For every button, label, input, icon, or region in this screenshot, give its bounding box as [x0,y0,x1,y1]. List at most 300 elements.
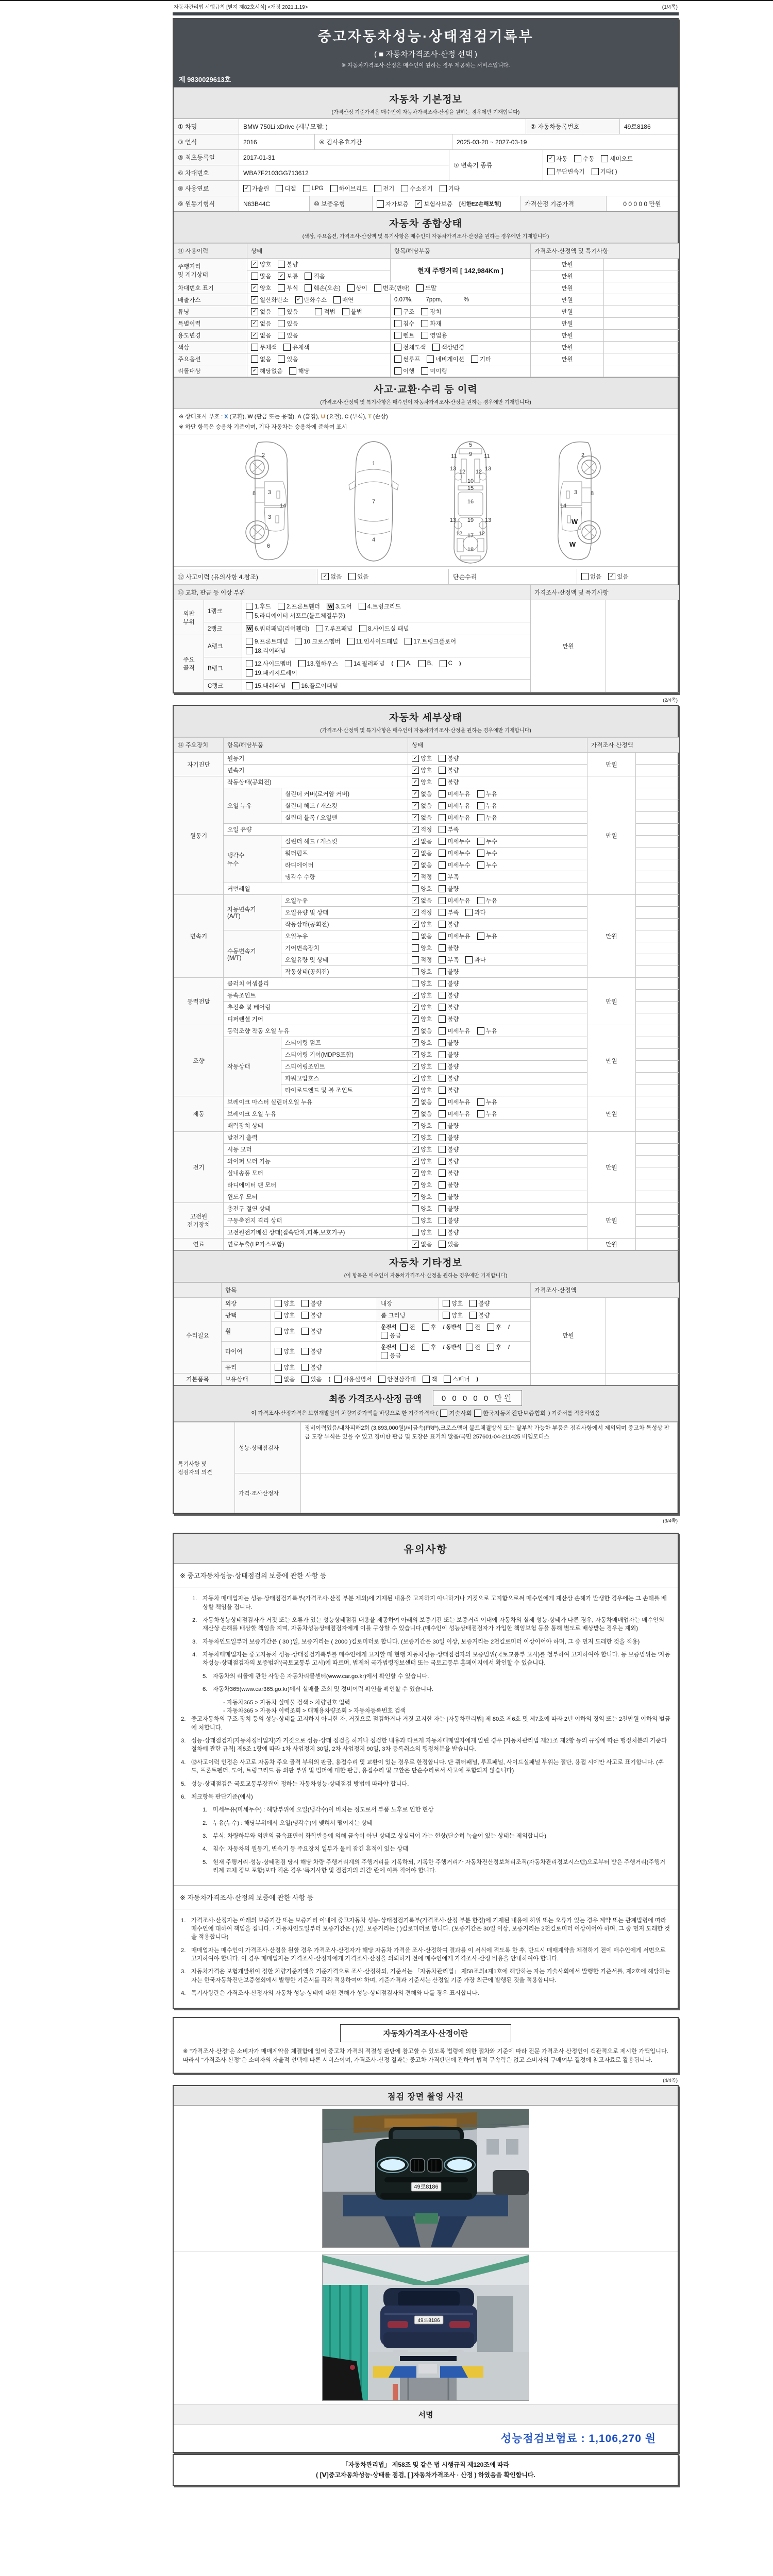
svg-text:13: 13 [449,466,457,472]
appraiser-remarks-label: 가격·조사산정자 [235,1473,301,1513]
block-notices [173,1533,679,2008]
checkbox-누유[interactable]: 누유 [477,802,497,810]
checkbox-과다[interactable]: 과다 [465,956,485,964]
checkbox-불량[interactable]: 불량 [301,1299,322,1308]
form-meta-line [173,1,679,12]
checkbox-양호[interactable]: ✓ 양호 [412,1157,432,1165]
notice-item: 5. 현재 주행거리·성능·상태점검 당시 해당 차량 주행거리계의 주행거리를 기록하되, 기록한 주행거리가 자동차전산정보처리조직(자동차관리정보시스템)으로부터 받은 주행거리(주행거리계 교체 정보 포함)보다 적은 경우 '특기사항 및 점검자의 의견' 란에 이를 적어야 합니다. [203,1859,666,1874]
detail-subtitle: (가격조사·산정액 및 특기사항은 매수인이 자동차가격조사·산정을 원하는 경우에만 기재합니다) [320,728,531,734]
checkbox-후[interactable]: 후 [422,1323,436,1331]
engine-type-label: ⑨ 원동기형식 [174,196,239,211]
form-title: 중고자동차성능·상태점검기록부 [317,29,534,44]
checkbox-양호[interactable]: ✓ 양호 [412,1181,432,1189]
checkbox-양호[interactable]: 양호 [412,1216,432,1225]
document-page [173,1,679,2487]
detail-row: 동력전달 클러치 어셈블리 양호 불량 만원 [174,978,679,990]
svg-text:11: 11 [484,453,490,460]
checkbox-4.트렁크리드[interactable]: 4.트렁크리드 [359,602,401,611]
detail-row: 오일 누유 실린더 커버(로커암 커버) ✓ 없음 미세누유 누유 [174,788,679,800]
etc-info-table: 항목 가격조사·산정액 수리필요 외장 양호 불량 내장 양호 불량 만원 광택 양호 불량 룸 크리닝 양호 불량 휠 양호 불량 운전석 전 후 / 동반석 전 후 / 응급 타이어 양호 불량 운전석 전 후 / 동반석 전 후 / 응급 유리 양호 불량 기본품목 보유상태 없음 있음 ( 사용설명서 안전삼각대 잭 스패너 ) [174,1282,679,1385]
checkbox-LPG[interactable]: LPG [303,185,324,192]
checkbox-보통[interactable]: ✓ 보통 [278,272,298,280]
checkbox-없음[interactable]: 없음 [275,1375,295,1383]
checkbox-미세누수[interactable]: 미세누수 [439,837,470,845]
checkbox-있음[interactable]: 있음 [278,319,298,328]
form-note: ※ 자동차가격조사·산정은 매수인이 원하는 경우 제공하는 서비스입니다. [341,62,510,69]
checkbox-해당없음[interactable]: ✓ 해당없음 [251,367,282,375]
checkbox-전[interactable]: 전 [400,1323,415,1331]
checkbox-양호[interactable]: 양호 [412,944,432,952]
notice-item: 3. 성능·상태점검자(자동차정비업자)가 거짓으로 성능·상태 점검을 하거나 점검한 내용과 다르게 자동차매매업자에게 알린 경우 [자동차관리법 제21조 제2항 등의 규정에 따른 행정처분의 기준과 절차에 관한 규칙] 제5조 1항에 따라 1차 사업정지 30일, 2차 사업정지 90일, 3차 등록취소의 행정처분을 받습니다. [181,1738,667,1753]
checkbox-불량[interactable]: 불량 [301,1347,322,1355]
checkbox-침수[interactable]: 침수 [394,319,414,328]
detail-row: 냉각수 수량 ✓ 적정 부족 [174,871,679,883]
checkbox-있음[interactable]: ✓ 있음 [608,572,628,581]
checkbox-응급[interactable]: 응급 [381,1351,401,1360]
checkbox-불량[interactable]: 불량 [301,1327,322,1335]
detail-row: 제동 브레이크 마스터 실린더오일 누유 ✓ 없음 미세누유 누유 만원 [174,1096,679,1108]
checkbox-훼손(오손)[interactable]: 훼손(오손) [305,284,340,292]
checkbox-영업용[interactable]: 영업용 [421,331,447,340]
checkbox-불량[interactable]: 불량 [301,1363,322,1371]
checkbox-불량[interactable]: 불량 [439,1193,459,1201]
checkbox-안전삼각대[interactable]: 안전삼각대 [378,1375,416,1383]
checkbox-17.트렁크플로어[interactable]: 17.트렁크플로어 [405,637,456,646]
final-price-label: 최종 가격조사·산정 금액 [329,1394,422,1404]
photo-rear-wrap [174,2251,678,2404]
checkbox-전[interactable]: 전 [466,1323,480,1331]
checkbox-불량[interactable]: 불량 [301,1311,322,1319]
transmission-label: ⑦ 변속기 종류 [449,150,543,180]
checkbox-장치[interactable]: 장치 [421,308,441,316]
checkbox-매연[interactable]: 매연 [333,296,354,304]
inspector-remarks-text: 정비이력있음/내차피해2회 (3,893,000원)/비금속(FRP),크로스멤버 볼트체결방식 또는 탈부착 가능한 부품은 점검사항에서 제외되며 중고차 특성상 판금 도장 부식은 있을 수 있고 경미한 판금 및 도장은 표기치 않음/국민 257601-04-211425 비엠모터스 [301,1422,678,1473]
table-row: 특별이력 ✓ 없음 있음 침수 화재 만원 [174,318,679,330]
checkbox-썬루프[interactable]: 썬루프 [394,355,420,363]
checkbox-불법[interactable]: 불법 [342,308,362,316]
checkbox-누유[interactable]: 누유 [477,932,497,940]
checkbox-미세누유[interactable]: 미세누유 [439,802,470,810]
page-marker-3: (3/4쪽) [663,1518,678,1524]
detail-row: 원동기 작동상태(공회전) ✓ 양호 불량 만원 [174,776,679,788]
checkbox-없음[interactable]: ✓ 없음 [412,1027,432,1035]
checkbox-양호[interactable]: ✓ 양호 [251,284,271,292]
checkbox-양호[interactable]: ✓ 양호 [412,1145,432,1154]
checkbox-양호[interactable]: 양호 [412,885,432,893]
rank-row: 주요 골격 A랭크 9.프론트패널 10.크로스멤버 11.인사이드패널 17.트렁크플로어 18.리어패널 [174,635,679,657]
checkbox-B,[interactable]: B, [418,660,433,667]
checkbox-불량[interactable]: 불량 [439,1228,459,1236]
checkbox-자가보증[interactable]: 자가보증 [377,200,408,208]
checkbox-불량[interactable]: 불량 [439,1039,459,1047]
checkbox-없음[interactable]: ✓ 없음 [412,1240,432,1248]
checkbox-양호[interactable]: ✓ 양호 [412,754,432,762]
checkbox-없음[interactable]: ✓ 없음 [412,802,432,810]
checkbox-불량[interactable]: 불량 [439,1003,459,1011]
checkbox-있음[interactable]: 있음 [278,355,298,363]
checkbox-양호[interactable]: 양호 [412,1205,432,1213]
checkbox-불량[interactable]: 불량 [439,1181,459,1189]
checkbox-18.리어패널[interactable]: 18.리어패널 [246,647,285,655]
checkbox-없음[interactable]: ✓ 없음 [412,1098,432,1106]
checkbox-3.도어[interactable]: W 3.도어 [327,602,352,611]
checkbox-양호[interactable]: ✓ 양호 [412,1050,432,1059]
section-detail-state [174,706,678,737]
checkbox-불량[interactable]: 불량 [439,778,459,786]
checkbox-전[interactable]: 전 [400,1343,415,1351]
checkbox-양호[interactable]: ✓ 양호 [412,778,432,786]
checkbox-미세누유[interactable]: 미세누유 [439,932,470,940]
checkbox-기술사회[interactable]: 기술사회 [440,1409,472,1417]
svg-text:12: 12 [456,531,463,537]
checkbox-양호[interactable]: 양호 [412,1228,432,1236]
checkbox-양호[interactable]: 양호 [275,1299,295,1308]
checkbox-기타[interactable]: 기타 [440,184,460,193]
checkbox-일산화탄소[interactable]: ✓ 일산화탄소 [251,296,289,304]
checkbox-디젤[interactable]: 디젤 [276,184,296,193]
checkbox-많음[interactable]: 많음 [251,272,271,280]
checkbox-불량[interactable]: 불량 [439,1133,459,1142]
checkbox-자동[interactable]: ✓ 자동 [547,155,567,163]
checkbox-불량[interactable]: 불량 [439,1169,459,1177]
checkbox-불량[interactable]: 불량 [469,1311,490,1319]
notice-item: 4. 자동차매매업자는 중고자동차 성능·상태점검기록부를 매수인에게 고지할 때 현행 자동차성능·상태점검자의 보증범위(국토교통부 고시)를 첨부하여 고지하여야 합니다. 동 보증범위는 '자동차성능·상태점검자의 보증범위'(국토교통부 고시)에 따르며, 법제처 국가법령정보센터 또는 국토교통부 홈페이지에서 확인할 수 있습니다. [192,1652,670,1667]
checkbox-기타( )[interactable]: 기타( ) [592,167,617,176]
checkbox-부족[interactable]: 부족 [439,956,459,964]
checkbox-적정[interactable]: ✓ 적정 [412,825,432,834]
checkbox-양호[interactable]: 양호 [412,979,432,988]
detail-row: 배력장치 상태 ✓ 양호 불량 [174,1120,679,1132]
checkbox-양호[interactable]: 양호 [443,1299,463,1308]
checkbox-불량[interactable]: 불량 [439,968,459,976]
checkbox-구조[interactable]: 구조 [394,308,414,316]
checkbox-색상변경[interactable]: 색상변경 [432,343,464,351]
checkbox-양호[interactable]: ✓ 양호 [412,1122,432,1130]
detail-row: 윈도우 모터 ✓ 양호 불량 [174,1191,679,1203]
checkbox-후[interactable]: 후 [422,1343,436,1351]
checkbox-있음[interactable]: 있음 [278,308,298,316]
detail-row: 실린더 헤드 / 개스킷 ✓ 없음 미세누유 누유 [174,800,679,812]
checkbox-적법[interactable]: 적법 [315,308,335,316]
detail-row: 디퍼렌셜 기어 ✓ 양호 불량 [174,1013,679,1025]
checkbox-양호[interactable]: ✓ 양호 [412,1193,432,1201]
checkbox-후[interactable]: 후 [487,1343,501,1351]
checkbox-불량[interactable]: 불량 [439,1015,459,1023]
checkbox-양호[interactable]: ✓ 양호 [412,1062,432,1071]
checkbox-있음[interactable]: 있음 [301,1375,322,1383]
section-overall-state [174,211,678,243]
footer-line-2: ( [Ⅴ]중고자동차성능·상태를 점검, [ ]자동차가격조사 · 산정 ) 하였음을 확인합니다. [316,2471,535,2479]
checkbox-불량[interactable]: 불량 [439,1216,459,1225]
checkbox-양호[interactable]: ✓ 양호 [412,920,432,928]
checkbox-불량[interactable]: 불량 [439,1086,459,1094]
checkbox-후[interactable]: 후 [487,1323,501,1331]
checkbox-있음[interactable]: 있음 [278,331,298,340]
checkbox-가솔린[interactable]: ✓ 가솔린 [243,184,269,193]
rank-table-label: ⑬ 교환, 판금 등 이상 부위 [174,585,531,600]
checkbox-양호[interactable]: ✓ 양호 [412,991,432,999]
checkbox-5.라디에이터 서포트(볼트체결부품)[interactable]: 5.라디에이터 서포트(볼트체결부품) [246,612,345,620]
basic-info-table [174,119,678,211]
checkbox-해당[interactable]: 해당 [289,367,309,375]
checkbox-6.쿼터패널(리어휀더)[interactable]: W 6.쿼터패널(리어휀더) [246,624,309,633]
checkbox-수동[interactable]: 수동 [574,155,594,163]
detail-state-table: ⑭ 주요장치 항목/해당부품 상태 가격조사·산정액 자기진단 원동기 ✓ 양호 불량 만원 변속기 ✓ 양호 불량 원동기 작동상태(공회전) ✓ 양호 불량 만원 오일 누유 실린더 커버(로커암 커버) ✓ 없음 미세누유 누유 실린더 헤드 / 개스킷 ✓ 없음 미세누유 누유 실린더 블록 / 오일팬 ✓ 없음 미세누유 누유 오일 유량 ✓ 적정 부족 냉각수 누수 실린더 헤드 / 개스킷 ✓ 없음 미세누수 누수 워터펌프 ✓ 없음 미세누수 누수 라디에이터 ✓ 없음 미세누수 누수 냉각수 수량 ✓ 적정 부족 커먼레일 양호 불량 변속기 자동변속기 (A/T) 오일누유 ✓ 없음 미세누유 누유 만원 오일유량 및 상태 ✓ 적정 부족 과다 작동상태(공회전) ✓ 양호 불량 수동변속기 (M/T) 오일누유 없음 미세누유 누유 기어변속장치 양호 불량 오일유량 및 상태 적정 부족 과다 작동상태(공회전) 양호 불량 동력전달 클러치 어셈블리 양호 불량 만원 등속조인트 ✓ 양호 불량 추진축 및 베어링 ✓ 양호 불량 디퍼렌셜 기어 ✓ 양호 불량 조향 동력조향 작동 오일 누유 ✓ 없음 미세누유 누유 만원 작동상태 스티어링 펌프 ✓ 양호 불량 스티어링 기어(MDPS포함) ✓ 양호 불량 스티어링조인트 ✓ 양호 불량 파워고압호스 ✓ 양호 불량 타이로드엔드 및 볼 조인트 ✓ 양호 불량 제동 브레이크 마스터 실린더오일 누유 ✓ 없음 미세누유 누유 만원 브레이크 오일 누유 ✓ 없음 미세누유 누유 배력장치 상태 ✓ 양호 불량 전기 발전기 출력 ✓ 양호 불량 만원 시동 모터 ✓ 양호 불량 와이퍼 모터 기능 ✓ 양호 불량 실내송풍 모터 ✓ 양호 불량 라디에이터 팬 모터 ✓ 양호 불량 윈도우 모터 ✓ 양호 불량 고전원 전기장치 충전구 절연 상태 양호 불량 만원 구동축전지 격리 상태 양호 불량 고전원전기배선 상태(접속단자,피복,보호기구) 양호 불량 연료 연료누출(LP가스포함) ✓ 없음 있음 만원 [174,737,679,1250]
checkbox-불량[interactable]: 불량 [439,1205,459,1213]
checkbox-12.사이드멤버[interactable]: 12.사이드멤버 [246,659,292,668]
checkbox-양호[interactable]: ✓ 양호 [412,1015,432,1023]
checkbox-미세누유[interactable]: 미세누유 [439,814,470,822]
car-front [375,2127,477,2200]
checkbox-렌트[interactable]: 렌트 [394,331,414,340]
checkbox-양호[interactable]: ✓ 양호 [412,1169,432,1177]
checkbox-누유[interactable]: 누유 [477,814,497,822]
header-top-bar [173,12,679,15]
checkbox-양호[interactable]: ✓ 양호 [412,1086,432,1094]
checkbox-전[interactable]: 전 [466,1343,480,1351]
checkbox-하이브리드[interactable]: 하이브리드 [330,184,368,193]
transmission-options [543,150,678,180]
checkbox-있음[interactable]: 있음 [439,1240,459,1248]
detail-row: 변속기 ✓ 양호 불량 [174,765,679,776]
checkbox-응급[interactable]: 응급 [381,1331,401,1340]
checkbox-15.대쉬패널[interactable]: 15.대쉬패널 [246,682,285,690]
checkbox-없음[interactable]: ✓ 없음 [251,308,271,316]
checkbox-누유[interactable]: 누유 [477,896,497,905]
appraiser-remarks-text [301,1473,678,1513]
section-accident-history [174,377,678,409]
checkbox-양호[interactable]: 양호 [275,1327,295,1335]
checkbox-사용설명서[interactable]: 사용설명서 [334,1375,372,1383]
inspector-remarks-label: 성능·상태점검자 [235,1422,301,1473]
checkbox-없음[interactable]: ✓ 없음 [412,837,432,845]
checkbox-네비게이션[interactable]: 네비게이션 [427,355,464,363]
checkbox-불량[interactable]: 불량 [469,1299,490,1308]
checkbox-불량[interactable]: 불량 [278,260,298,268]
checkbox-누수[interactable]: 누수 [477,849,497,857]
checkbox-세미오토[interactable]: 세미오토 [601,155,632,163]
etc-title: 자동차 기타정보 [389,1258,462,1268]
checkbox-누수[interactable]: 누수 [477,861,497,869]
checkbox-양호[interactable]: 양호 [412,968,432,976]
checkbox-없음[interactable]: 없음 [251,355,271,363]
checkbox-유채색[interactable]: 유채색 [283,343,309,351]
notice-item: 4. 침수: 자동차의 원동기, 변속기 등 주요장치 일부가 물에 잠긴 흔적이 있는 상태 [203,1846,409,1853]
checkbox-10.크로스멤버[interactable]: 10.크로스멤버 [295,637,341,646]
checkbox-불량[interactable]: 불량 [439,1062,459,1071]
checkbox-부족[interactable]: 부족 [439,825,459,834]
checkbox-없음[interactable]: 없음 [412,932,432,940]
checkbox-없음[interactable]: ✓ 없음 [412,1110,432,1118]
detail-row: 실내송풍 모터 ✓ 양호 불량 [174,1167,679,1179]
checkbox-13.휠하우스[interactable]: 13.휠하우스 [298,659,338,668]
overall-state-table [174,243,679,377]
checkbox-적음[interactable]: 적음 [305,272,325,280]
checkbox-16.플로어패널[interactable]: 16.플로어패널 [292,682,338,690]
notice-item: 6. 자동차365(www.car365.go.kr)에서 실매물 조회 및 정비이력 확인을 확인할 수 있습니다. [203,1686,434,1693]
checkbox-양호[interactable]: 양호 [275,1311,295,1319]
checkbox-미세누유[interactable]: 미세누유 [439,790,470,798]
checkbox-부족[interactable]: 부족 [439,873,459,881]
checkbox-7.루프패널[interactable]: 7.루프패널 [316,624,352,633]
checkbox-미세누유[interactable]: 미세누유 [439,1110,470,1118]
checkbox-도말[interactable]: 도말 [416,284,436,292]
checkbox-9.프론트패널[interactable]: 9.프론트패널 [246,637,288,646]
checkbox-없음[interactable]: ✓ 없음 [251,331,271,340]
checkbox-없음[interactable]: ✓ 없음 [251,319,271,328]
svg-text:9: 9 [468,451,473,457]
checkbox-없음[interactable]: 없음 [581,572,601,581]
checkbox-기타[interactable]: 기타 [471,355,491,363]
checkbox-양호[interactable]: ✓ 양호 [251,260,271,268]
checkbox-누유[interactable]: 누유 [477,1110,497,1118]
notice-item: 2. 중고자동차의 구조·장치 등의 성능·상태를 고지하지 아니한 자, 거짓으로 점검하거나 거짓 고지한 자는 [자동차관리법] 제 80조 제6호 및 제7호에 따라 2년 이하의 징역 또는 2천만원 이하의 벌금에 처합니다. [181,1716,670,1731]
checkbox-불량[interactable]: 불량 [439,920,459,928]
base-price-value: 0 0 0 0 0 만원 [623,200,661,208]
checkbox-불량[interactable]: 불량 [439,754,459,762]
checkbox-양호[interactable]: ✓ 양호 [412,1074,432,1082]
checkbox-불량[interactable]: 불량 [439,1050,459,1059]
checkbox-부식[interactable]: 부식 [278,284,298,292]
checkbox-양호[interactable]: 양호 [275,1363,295,1371]
notice-item: 3. 자동차인도일부터 보증기간은 ( 30 )일, 보증거리는 ( 2000 )킬로미터로 합니다. (보증기간은 30일 이상, 보증거리는 2천킬로미터 이상이어야 하며, 그 중 먼저 도래한 것을 적용) [192,1638,640,1645]
checkbox-탄화수소[interactable]: ✓ 탄화수소 [295,296,327,304]
fuel-options [239,181,678,196]
detail-row: 와이퍼 모터 기능 ✓ 양호 불량 [174,1156,679,1167]
checkbox-양호[interactable]: ✓ 양호 [412,1039,432,1047]
detail-row: 작동상태 스티어링 펌프 ✓ 양호 불량 [174,1037,679,1049]
simple-repair-label: 단순수리 [449,569,577,584]
checkbox-미세누수[interactable]: 미세누수 [439,861,470,869]
section-basic-info [174,87,678,119]
checkbox-전체도색[interactable]: 전체도색 [394,343,426,351]
detail-row: 냉각수 누수 실린더 헤드 / 개스킷 ✓ 없음 미세누수 누수 [174,836,679,848]
checkbox-A,[interactable]: A, [397,660,412,667]
checkbox-2.프론트휀더[interactable]: 2.프론트휀더 [278,602,320,611]
first-reg-label: ⑤ 최초등록일 [174,150,239,165]
remarks-table [174,1422,678,1513]
checkbox-불량[interactable]: 불량 [439,979,459,988]
detail-row: 작동상태(공회전) ✓ 양호 불량 [174,919,679,930]
checkbox-불량[interactable]: 불량 [439,766,459,774]
reg-no-value: 49로8186 [624,123,651,130]
checkbox-없음[interactable]: ✓ 없음 [412,861,432,869]
checkbox-한국자동차진단보증협회[interactable]: 한국자동차진단보증협회 [474,1409,546,1417]
checkbox-미세누유[interactable]: 미세누유 [439,896,470,905]
checkbox-전기[interactable]: 전기 [374,184,394,193]
checkbox-누유[interactable]: 누유 [477,790,497,798]
checkbox-불량[interactable]: 불량 [439,991,459,999]
detail-row: 조향 동력조향 작동 오일 누유 ✓ 없음 미세누유 누유 만원 [174,1025,679,1037]
notice-item: 2. 자동차성능상태점검자가 거짓 또는 오류가 있는 성능상태점검 내용을 제공하여 아래의 보증기간 또는 보증거리 이내에 자동차의 실제 성능·상태가 다른 경우, 자동차매매업자는 매수인의 재산상 손해를 배상할 책임을 지며, 자동차성능상태점검자에게 이를 구상할 수 있습니다.(매수인이 성능상태점검자가 가입한 책임보험 등을 통해 별도로 배상받는 경우는 제외) [192,1617,664,1632]
checkbox-미세누유[interactable]: 미세누유 [439,1027,470,1035]
checkbox-누유[interactable]: 누유 [477,1027,497,1035]
svg-text:12: 12 [459,469,466,475]
notices-title: 유의사항 [174,1534,678,1564]
overall-header: 항목/해당부품 [391,244,531,259]
checkbox-적정[interactable]: ✓ 적정 [412,873,432,881]
table-row: 용도변경 ✓ 없음 있음 렌트 영업용 만원 [174,330,679,342]
checkbox-불량[interactable]: 불량 [439,885,459,893]
checkbox-없음[interactable]: ✓ 없음 [412,896,432,905]
checkbox-누유[interactable]: 누유 [477,1098,497,1106]
checkbox-14.필러패널[interactable]: 14.필러패널 [345,659,384,668]
checkbox-8.사이드실 패널[interactable]: 8.사이드실 패널 [359,624,409,633]
checkbox-11.인사이드패널[interactable]: 11.인사이드패널 [347,637,398,646]
checkbox-C[interactable]: C [440,660,452,667]
car-name-label: ① 차명 [174,119,239,134]
etc-row: 광택 양호 불량 룸 크리닝 양호 불량 [174,1310,679,1321]
table-row: 배출가스 ✓ 일산화탄소 ✓ 탄화수소 매연 0.07%, 7ppm, % 만원 [174,294,679,306]
checkbox-누수[interactable]: 누수 [477,837,497,845]
svg-text:8: 8 [252,490,256,497]
checkbox-양호[interactable]: 양호 [275,1347,295,1355]
checkbox-스패너[interactable]: 스패너 [444,1375,469,1383]
detail-row: 스티어링조인트 ✓ 양호 불량 [174,1061,679,1073]
checkbox-미세누유[interactable]: 미세누유 [439,1098,470,1106]
checkbox-이행[interactable]: 이행 [394,367,414,375]
model-year-label: ③ 연식 [174,134,239,149]
checkbox-1.후드[interactable]: 1.후드 [246,602,271,611]
checkbox-19.패키지트레이[interactable]: 19.패키지트레이 [246,669,297,677]
checkbox-있음[interactable]: 있음 [348,572,368,581]
checkbox-보험사보증[interactable]: ✓ 보험사보증 [415,200,452,208]
etc-subtitle: (이 항목은 매수인이 자동차가격조사·산정을 원하는 경우에만 기재합니다) [344,1273,508,1279]
detail-row: 수동변속기 (M/T) 오일누유 없음 미세누유 누유 [174,930,679,942]
checkbox-양호[interactable]: ✓ 양호 [412,1133,432,1142]
fuel-label: ⑧ 사용연료 [174,181,239,196]
checkbox-없음[interactable]: ✓ 없음 [412,814,432,822]
car-name-value: BMW 750Li xDrive (세부모델: ) [239,119,526,134]
table-row: 많음 ✓ 보통 적음 만원 [174,270,679,282]
rank-row: B랭크 12.사이드멤버 13.휠하우스 14.필러패널 ( A, B, C ) 19.패키지트레이 [174,657,679,680]
checkbox-불량[interactable]: 불량 [439,1157,459,1165]
checkbox-미세누수[interactable]: 미세누수 [439,849,470,857]
checkbox-없음[interactable]: ✓ 없음 [322,572,342,581]
notice-item: 3. 부식: 차량하부와 외판의 금속표면이 화학반응에 의해 금속이 아닌 상태로 상실되어 가는 현상(단순히 녹슬어 있는 상태는 제외합니다) [203,1833,547,1840]
checkbox-무채색[interactable]: 무채색 [251,343,277,351]
checkbox-수소전기[interactable]: 수소전기 [401,184,432,193]
detail-row: 구동축전지 격리 상태 양호 불량 [174,1215,679,1227]
checkbox-상이[interactable]: 상이 [347,284,367,292]
checkbox-양호[interactable]: ✓ 양호 [412,1003,432,1011]
checkbox-잭[interactable]: 잭 [423,1375,437,1383]
checkbox-적정[interactable]: 적정 [412,956,432,964]
checkbox-양호[interactable]: ✓ 양호 [412,766,432,774]
checkbox-불량[interactable]: 불량 [439,1122,459,1130]
checkbox-미이행[interactable]: 미이행 [421,367,447,375]
overall-header: 가격조사·산정액 및 특기사항 [531,244,679,259]
checkbox-불량[interactable]: 불량 [439,1145,459,1154]
checkbox-과다[interactable]: 과다 [465,908,485,917]
checkbox-불량[interactable]: 불량 [439,1074,459,1082]
checkbox-없음[interactable]: ✓ 없음 [412,849,432,857]
etc-row: 수리필요 외장 양호 불량 내장 양호 불량 만원 [174,1298,679,1310]
checkbox-없음[interactable]: ✓ 없음 [412,790,432,798]
checkbox-부족[interactable]: 부족 [439,908,459,917]
checkbox-적정[interactable]: ✓ 적정 [412,908,432,917]
checkbox-화재[interactable]: 화재 [421,319,441,328]
checkbox-변조(변타)[interactable]: 변조(변타) [374,284,410,292]
checkbox-양호[interactable]: 양호 [443,1311,463,1319]
accident-title: 사고·교환·수리 등 이력 [374,384,478,395]
final-price-section [174,1385,678,1422]
warranty-options: 자가보증 ✓ 보험사보증 [신한EZ손해보험] [373,196,520,211]
rank-row: 외판 부위 1랭크 1.후드 2.프론트휀더 W 3.도어 4.트렁크리드 5.라디에이터 서포트(볼트체결부품) 만원 [174,600,679,622]
checkbox-불량[interactable]: 불량 [439,944,459,952]
price-info-text: ※ "가격조사·산정"은 소비자가 매매계약을 체결함에 있어 중고차 가격의 적절성 판단에 참고할 수 있도록 법령에 의한 절차와 기준에 따라 전문 가격조사·산정인이 객관적으로 제시한 가액입니다. 따라서 "가격조사·산정"은 소비자의 자율적 선택에 따른 서비스이며, 가격조사·산정 결과는 중고차 가격판단에 관하여 법적 구속력은 없고 소비자의 구매여부 결정에 참고자료로 활용됩니다. [183,2048,668,2064]
checkbox-무단변속기[interactable]: 무단변속기 [547,167,585,176]
